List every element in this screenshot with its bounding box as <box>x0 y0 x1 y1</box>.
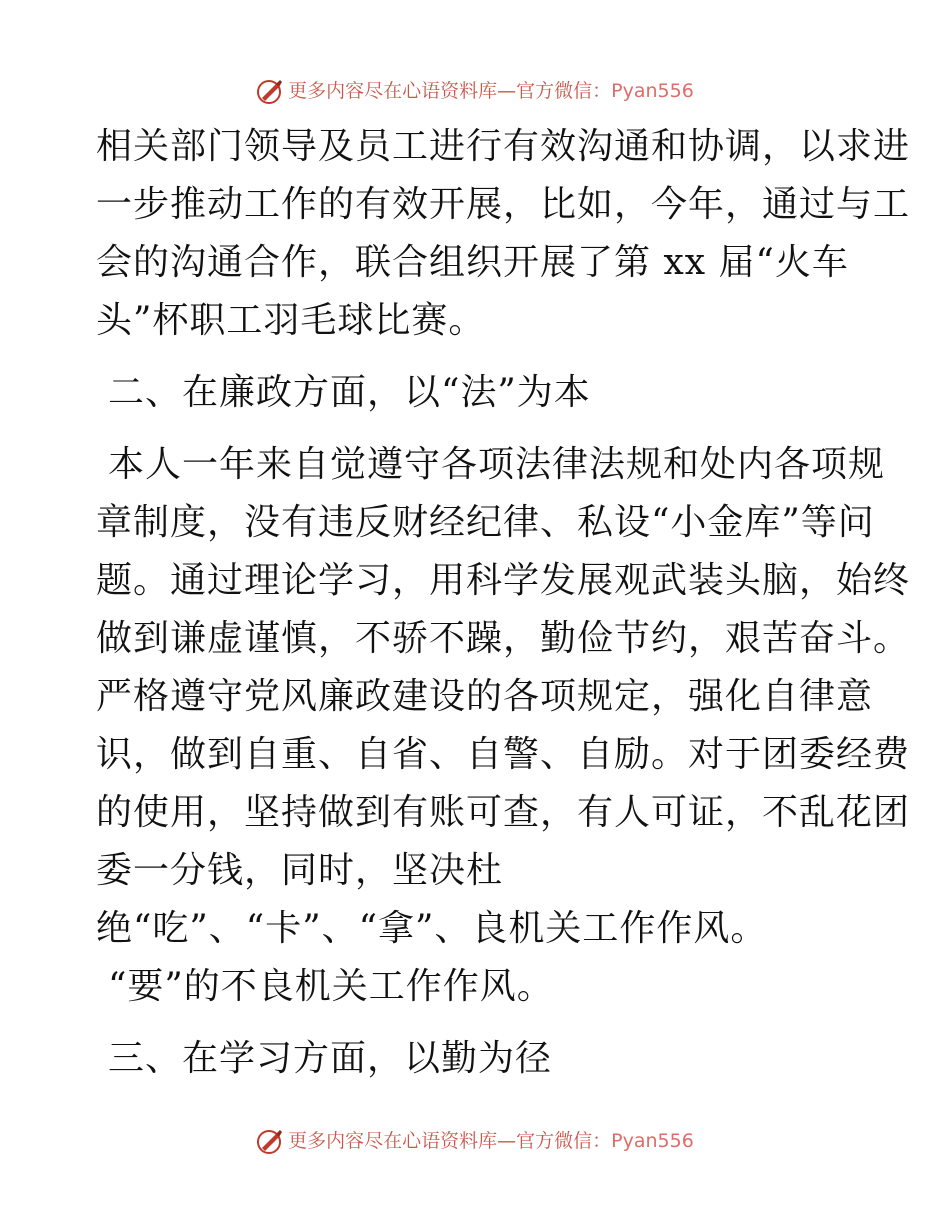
watermark-wechat-id: Pyan556 <box>611 79 694 102</box>
paragraph-line: “要”的不良机关工作作风。 <box>108 966 554 1007</box>
paragraph-line: 的使用，坚持做到有账可查，有人可证，不乱花团 <box>96 792 911 833</box>
paragraph-line: 一步推动工作的有效开展，比如，今年，通过与工 <box>96 184 911 225</box>
pen-logo-icon <box>256 1127 284 1155</box>
watermark-wechat-id: Pyan556 <box>611 1129 694 1152</box>
paragraph-line: 本人一年来自觉遵守各项法律法规和处内各项规 <box>108 444 886 485</box>
paragraph-line: 题。通过理论学习，用科学发展观武装头脑，始终 <box>96 560 911 601</box>
paragraph-line: 头”杯职工羽毛球比赛。 <box>96 300 486 341</box>
footer-watermark <box>0 1126 950 1154</box>
paragraph-line: 委一分钱，同时，坚决杜 <box>96 850 504 891</box>
paragraph-line: 做到谦虚谨慎，不骄不躁，勤俭节约，艰苦奋斗。 <box>96 618 911 659</box>
paragraph-line: 相关部门领导及员工进行有效沟通和协调，以求进 <box>96 126 911 167</box>
section-heading-2: 二、在廉政方面，以“法”为本 <box>108 372 591 413</box>
watermark-text: 更多内容尽在心语资料库—官方微信： <box>288 1129 612 1152</box>
paragraph-line: 识，做到自重、自省、自警、自励。对于团委经费 <box>96 734 911 775</box>
paragraph-line: 章制度，没有违反财经纪律、私设“小金库”等问 <box>96 502 875 543</box>
watermark-text: 更多内容尽在心语资料库—官方微信： <box>288 79 612 102</box>
pen-logo-icon <box>256 77 284 105</box>
paragraph-line: 会的沟通合作，联合组织开展了第 xx 届“火车 <box>96 242 849 283</box>
section-heading-3: 三、在学习方面，以勤为径 <box>108 1038 553 1079</box>
paragraph-line: 绝“吃”、“卡”、“拿”、良机关工作作风。 <box>96 908 768 949</box>
paragraph-line: 严格遵守党风廉政建设的各项规定，强化自律意 <box>96 676 874 717</box>
document-body <box>96 118 911 1088</box>
header-watermark <box>0 76 950 104</box>
